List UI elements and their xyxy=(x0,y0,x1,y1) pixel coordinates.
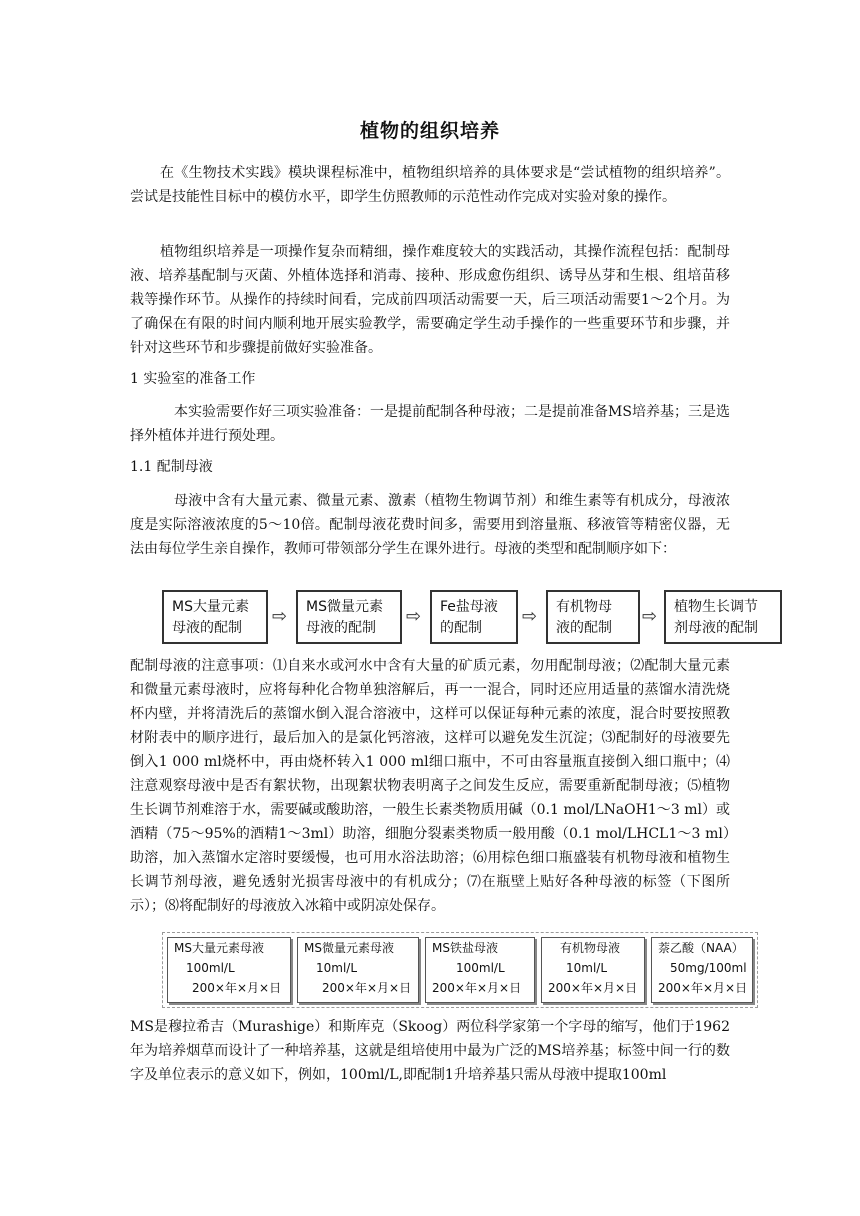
label-name: MS铁盐母液 xyxy=(432,941,498,955)
label-date: 200×年×月×日 xyxy=(432,981,522,995)
label-amount: 10ml/L xyxy=(316,961,358,975)
flow-arrow-icon: ⇨ xyxy=(522,606,538,627)
bottle-label xyxy=(425,937,535,1003)
bottle-label xyxy=(297,937,419,1003)
label-date: 200×年×月×日 xyxy=(192,981,282,995)
flow-arrow-icon: ⇨ xyxy=(642,606,658,627)
preparation-notes: 配制母液的注意事项：⑴自来水或河水中含有大量的矿质元素，勿用配制母液；⑵配制大量元素和微量元素母液时，应将每种化合物单独溶解后，再一一混合，同时还应用适量的蒸馏水清洗烧杯内壁，并将清洗后的蒸馏水倒入混合溶液中，这样可以保证每种元素的浓度，混合时要按照教材附表中的顺序进行，最后加入的是氯化钙溶液，这样可以避免发生沉淀；⑶配制好的母液要先倒入1 000 ml烧杯中，再由烧杯转入1 000 ml细口瓶中，不可由容量瓶直接倒入细口瓶中；⑷注意观察母液中是否有絮状物，出现絮状物表明离子之间发生反应，需要重新配制母液；⑸植物生长调节剂难溶于水，需要碱或酸助溶，一般生长素类物质用碱（0.1 mol/LNaOH1～3 ml）或酒精（75～95%的酒精1～3ml）助溶，细胞分裂素类物质一般用酸（0.1 mol/LHCL1～3 ml）助溶，加入蒸馏水定溶时要缓慢，也可用水浴法助溶；⑹用棕色细口瓶盛装有机物母液和植物生长调节剂母液，避免透射光损害母液中的有机成分；⑺在瓶壁上贴好各种母液的标签（下图所示）；⑻将配制好的母液放入冰箱中或阴凉处保存。 xyxy=(130,658,730,914)
bottle-label xyxy=(541,937,645,1003)
section-1-1-heading: 1.1 配制母液 xyxy=(130,459,213,475)
bottle-label xyxy=(651,937,753,1003)
flow-step-fe-salt: Fe盐母液 的配制 xyxy=(430,590,518,644)
section-1-1-text: 母液中含有大量元素、微量元素、激素（植物生物调节剂）和维生素等有机成分，母液浓度是实际溶液浓度的5～10倍。配制母液花费时间多，需要用到溶量瓶、移液管等精密仪器，无法由每位学生亲自操作，教师可带领部分学生在课外进行。母液的类型和配制顺序如下： xyxy=(130,493,730,557)
closing-paragraph: MS是穆拉希吉（Murashige）和斯库克（Skoog）两位科学家第一个字母的缩写，他们于1962年为培养烟草而设计了一种培养基，这就是组培使用中最为广泛的MS培养基；标签中间一行的数字及单位表示的意义如下，例如，100ml/L,即配制1升培养基只需从母液中提取100ml xyxy=(130,1019,730,1083)
label-amount: 100ml/L xyxy=(456,961,505,975)
bottle-label xyxy=(167,937,291,1003)
label-name: 有机物母液 xyxy=(560,941,621,955)
bottle-labels-figure xyxy=(162,932,758,1008)
flow-step-growth-regulator: 植物生长调节 剂母液的配制 xyxy=(664,590,782,644)
flow-arrow-icon: ⇨ xyxy=(272,606,288,627)
section-1-text: 本实验需要作好三项实验准备：一是提前配制各种母液；二是提前准备MS培养基；三是选择外植体并进行预处理。 xyxy=(130,404,730,444)
label-amount: 100ml/L xyxy=(186,961,235,975)
label-amount: 10ml/L xyxy=(566,961,608,975)
flow-step-organic: 有机物母 液的配制 xyxy=(546,590,640,644)
section-1-heading: 1 实验室的准备工作 xyxy=(130,371,256,387)
intro-paragraph-1: 在《生物技术实践》模块课程标准中，植物组织培养的具体要求是“尝试植物的组织培养”。尝试是技能性目标中的模仿水平，即学生仿照教师的示范性动作完成对实验对象的操作。 xyxy=(130,165,730,205)
document-title: 植物的组织培养 xyxy=(359,120,500,142)
mother-liquor-flowchart xyxy=(162,590,784,648)
flow-arrow-icon: ⇨ xyxy=(406,606,422,627)
label-name: MS大量元素母液 xyxy=(174,941,264,955)
label-amount: 50mg/100ml xyxy=(670,961,747,975)
label-date: 200×年×月×日 xyxy=(322,981,412,995)
flow-step-ms-macro: MS大量元素 母液的配制 xyxy=(162,590,268,644)
label-name: 萘乙酸（NAA） xyxy=(658,941,744,955)
intro-paragraph-2: 植物组织培养是一项操作复杂而精细，操作难度较大的实践活动，其操作流程包括：配制母液、培养基配制与灭菌、外植体选择和消毒、接种、形成愈伤组织、诱导丛芽和生根、组培苗移栽等操作环节。从操作的持续时间看，完成前四项活动需要一天，后三项活动需要1～2个月。为了确保在有限的时间内顺利地开展实验教学，需要确定学生动手操作的一些重要环节和步骤，并针对这些环节和步骤提前做好实验准备。 xyxy=(130,244,730,356)
label-date: 200×年×月×日 xyxy=(548,981,638,995)
flow-step-ms-micro: MS微量元素 母液的配制 xyxy=(296,590,402,644)
label-date: 200×年×月×日 xyxy=(658,981,748,995)
label-name: MS微量元素母液 xyxy=(304,941,394,955)
